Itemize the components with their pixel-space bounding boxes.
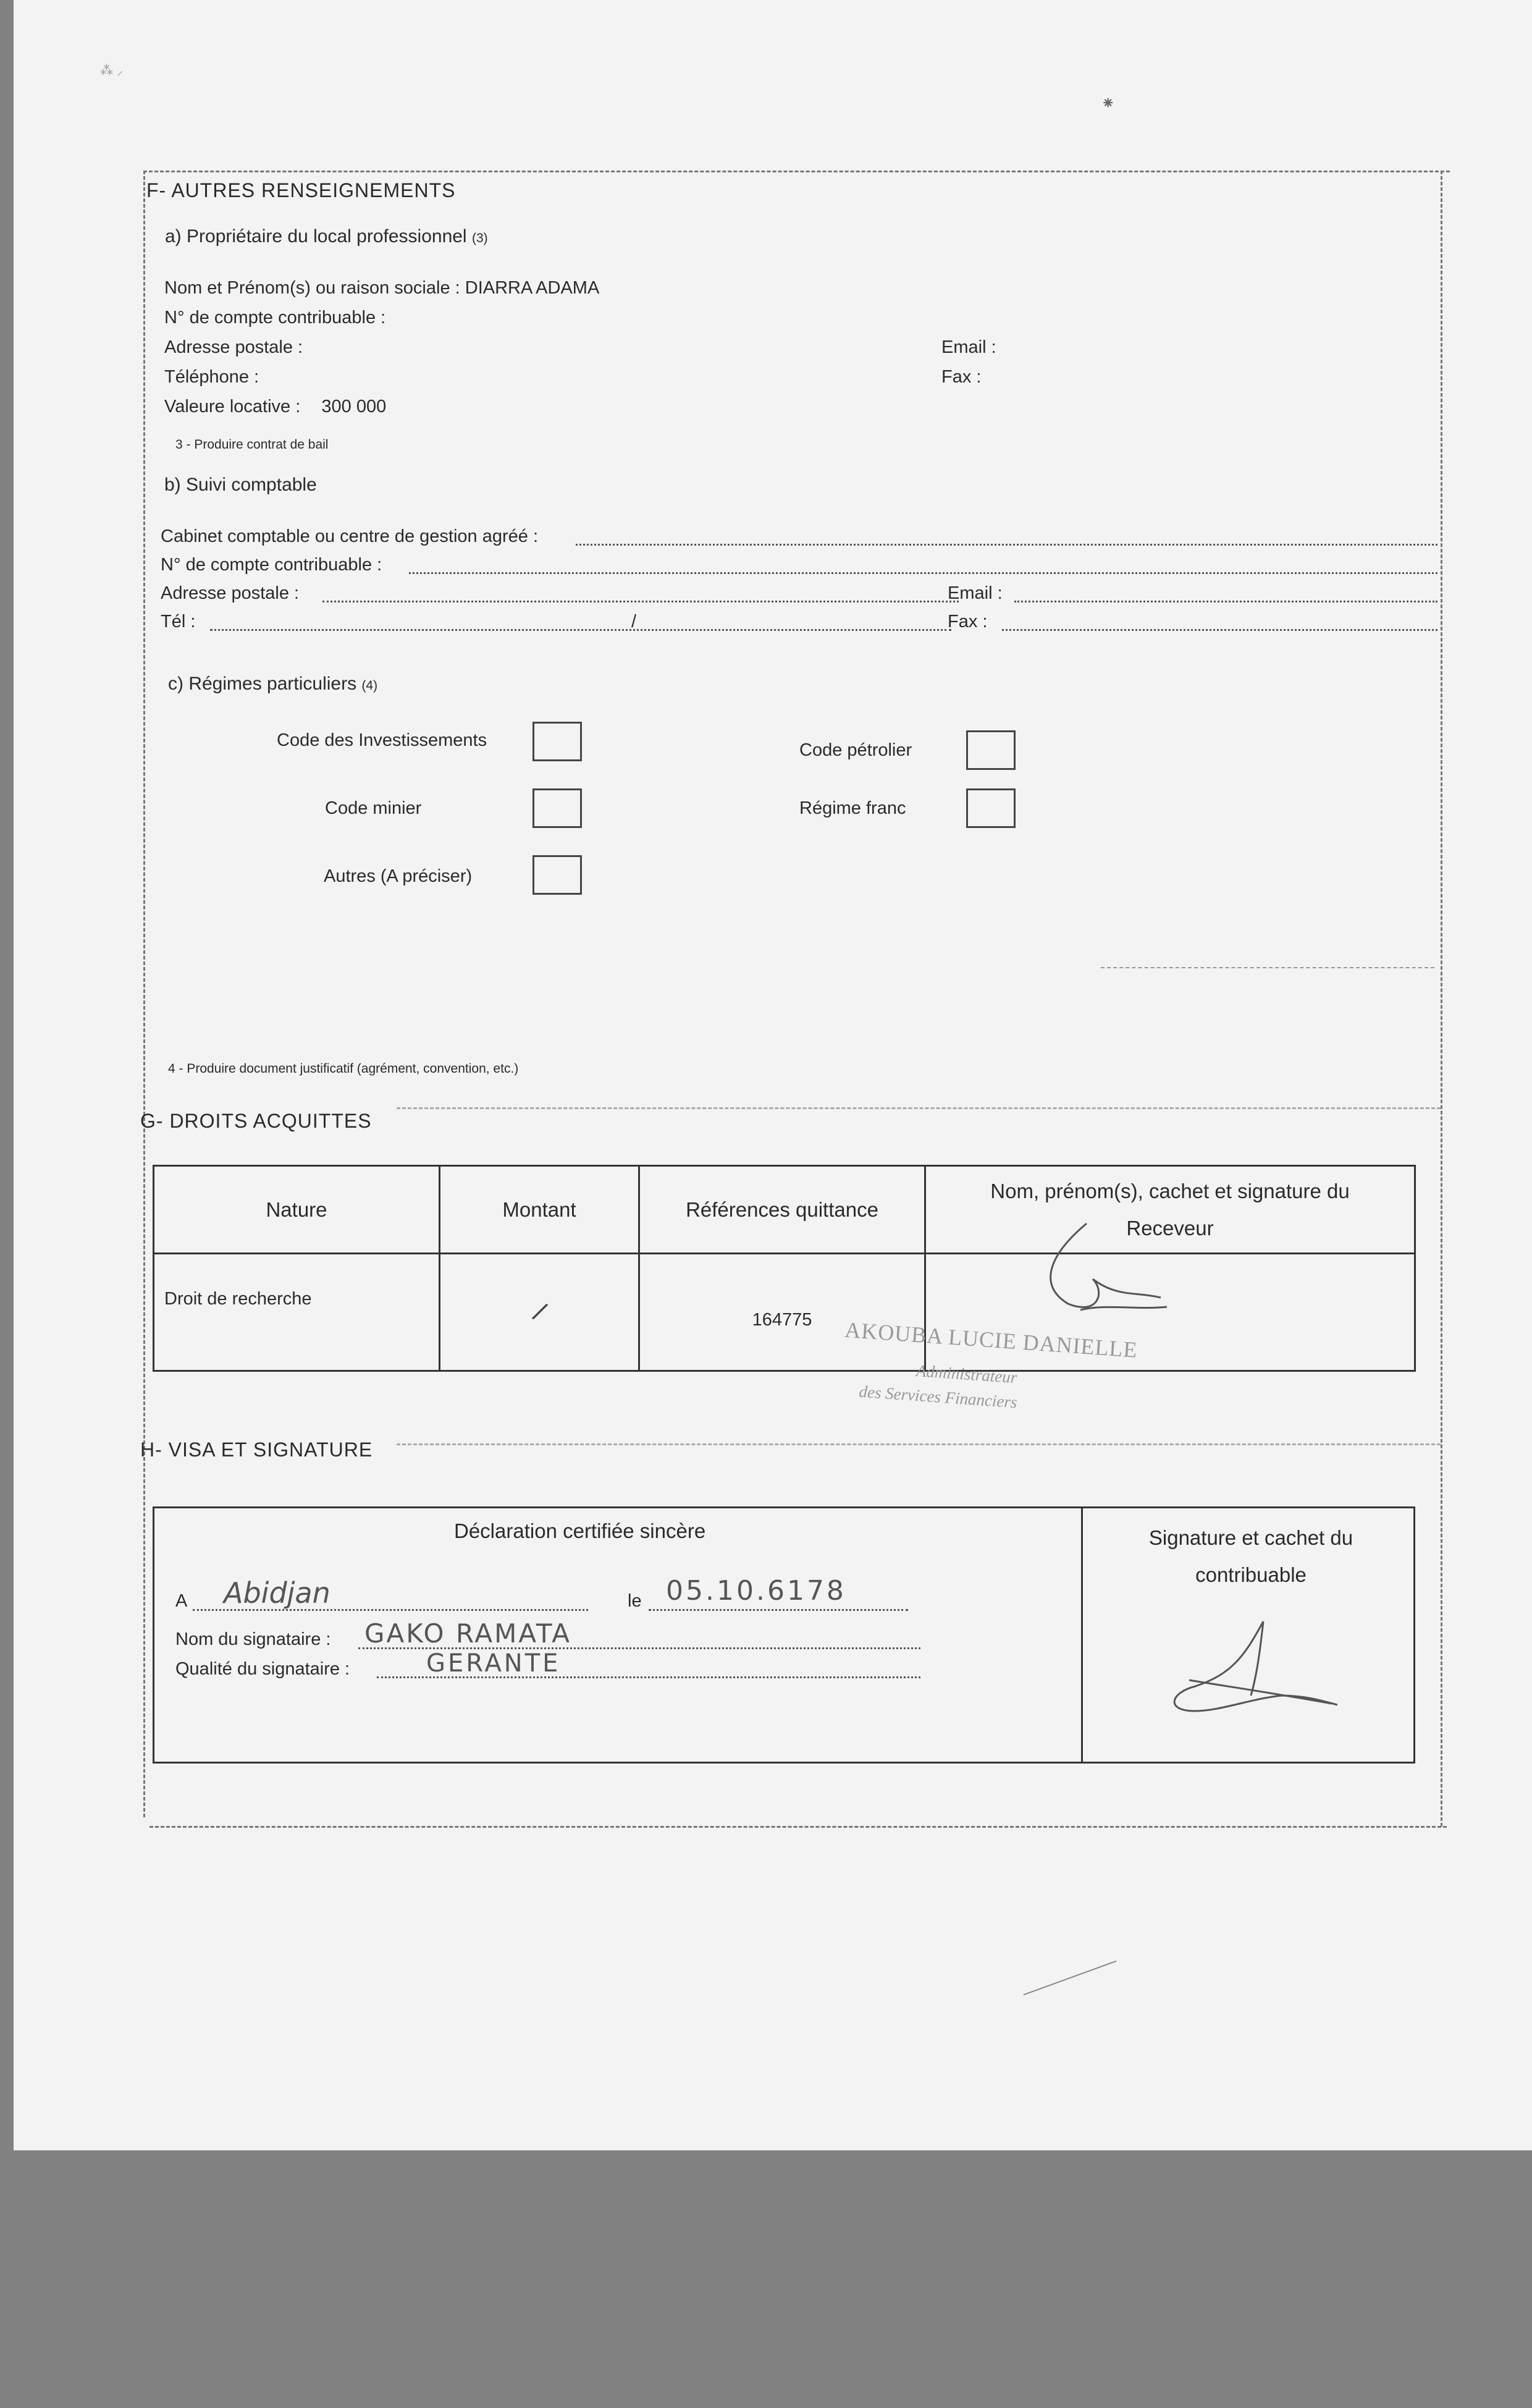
stamp-line-2: Administrateur [915, 1361, 1018, 1387]
option-minier-label: Code minier [325, 798, 422, 818]
note-ref-4: (4) [361, 678, 378, 693]
a-label: A [175, 1591, 188, 1611]
receveur-signature [1012, 1217, 1173, 1322]
rent-label: Valeure locative : [164, 397, 301, 416]
option-franc-label: Régime franc [799, 798, 906, 818]
nom-value: GAKO RAMATA [364, 1618, 571, 1649]
header-montant: Montant [440, 1166, 639, 1254]
footnote-3: 3 - Produire contrat de bail [175, 437, 329, 452]
section-f-title: F- AUTRES RENSEIGNEMENTS [146, 179, 456, 201]
scan-streak [1101, 967, 1434, 968]
checkbox-investissements[interactable] [532, 722, 582, 761]
cabinet-account-label: N° de compte contribuable : [161, 555, 382, 575]
contribuable-signature [1158, 1618, 1344, 1723]
subsection-b-title: b) Suivi comptable [164, 475, 317, 495]
subsection-c-label: c) Régimes particuliers [168, 674, 357, 694]
nom-label: Nom du signataire : [175, 1629, 331, 1649]
qualite-value: GERANTE [426, 1649, 561, 1678]
frame-right [1441, 171, 1442, 1827]
owner-fax-label: Fax : [941, 367, 982, 387]
le-field[interactable] [649, 1609, 908, 1611]
owner-account-label: N° de compte contribuable : [164, 308, 386, 327]
note-ref-3: (3) [471, 231, 488, 245]
frame-top [143, 171, 1450, 172]
stamp-line-1: AKOUBA LUCIE DANIELLE [844, 1317, 1138, 1362]
cabinet-address-label: Adresse postale : [161, 583, 300, 603]
cabinet-label: Cabinet comptable ou centre de gestion agréé : [161, 526, 539, 546]
cabinet-fax-label: Fax : [948, 612, 988, 632]
owner-name-row [164, 278, 599, 298]
section-g-title: G- DROITS ACQUITTES [140, 1110, 372, 1132]
subsection-c-title [168, 674, 377, 695]
le-label: le [628, 1591, 642, 1611]
droits-table [153, 1165, 1416, 1372]
signature-title: Signature et cachet du contribuable [1148, 1526, 1353, 1586]
section-g-rule [397, 1107, 1441, 1109]
official-stamp [819, 1311, 1173, 1458]
cabinet-address-field[interactable] [322, 601, 959, 602]
cabinet-tel-label: Tél : [161, 612, 196, 632]
owner-address-label: Adresse postale : [164, 337, 303, 357]
header-receveur: Nom, prénom(s), cachet et signature du Receveur [925, 1166, 1415, 1254]
cabinet-account-field[interactable] [409, 572, 1437, 574]
le-value: 05.10.6178 [666, 1575, 846, 1607]
option-petrolier-label: Code pétrolier [799, 740, 912, 760]
header-nature: Nature [154, 1166, 440, 1254]
rent-row [164, 397, 386, 417]
checkbox-petrolier[interactable] [966, 730, 1016, 770]
cell-nature [154, 1254, 440, 1371]
scan-stroke [1023, 1961, 1116, 1996]
declaration-title: Déclaration certifiée sincère [454, 1519, 706, 1542]
cabinet-fax-field[interactable] [1002, 629, 1437, 631]
cell-nature-text: Droit de recherche [164, 1289, 312, 1309]
option-investissements-label: Code des Investissements [277, 730, 487, 750]
rent-value: 300 000 [321, 397, 387, 416]
footnote-4: 4 - Produire document justificatif (agrément, convention, etc.) [168, 1062, 519, 1076]
cell-montant [440, 1254, 639, 1371]
tel-slash: / [631, 612, 637, 632]
a-value: Abidjan [224, 1576, 330, 1610]
cabinet-field[interactable] [576, 544, 1437, 546]
scan-dot: ⁕ [1101, 93, 1116, 112]
checkbox-autres[interactable] [532, 855, 582, 895]
visa-divider [1081, 1508, 1083, 1762]
cell-montant-text: / [528, 1296, 550, 1327]
subsection-a-label: a) Propriétaire du local professionnel [165, 226, 467, 247]
section-h-rule [397, 1443, 1441, 1445]
cabinet-email-field[interactable] [1014, 601, 1437, 602]
scanned-page [14, 0, 1532, 2150]
option-autres-label: Autres (A préciser) [324, 866, 473, 886]
checkbox-franc[interactable] [966, 788, 1016, 828]
section-h-title: H- VISA ET SIGNATURE [140, 1438, 373, 1461]
owner-name-value: DIARRA ADAMA [465, 278, 600, 298]
header-references: Références quittance [639, 1166, 925, 1254]
owner-phone-label: Téléphone : [164, 367, 259, 387]
frame-bottom [149, 1826, 1447, 1828]
cabinet-tel-field[interactable] [210, 629, 951, 631]
stamp-line-3: des Services Financiers [858, 1382, 1018, 1412]
cell-reference-text: 164775 [752, 1310, 812, 1330]
owner-email-label: Email : [941, 337, 996, 357]
cabinet-email-label: Email : [948, 583, 1003, 603]
subsection-a-title [165, 226, 488, 247]
owner-name-label: Nom et Prénom(s) ou raison sociale : [164, 278, 460, 298]
qualite-label: Qualité du signataire : [175, 1659, 350, 1679]
scan-mark: ⁂ ⸝ [100, 64, 124, 78]
frame-left [143, 171, 145, 1817]
visa-box [153, 1506, 1415, 1764]
checkbox-minier[interactable] [532, 788, 582, 828]
